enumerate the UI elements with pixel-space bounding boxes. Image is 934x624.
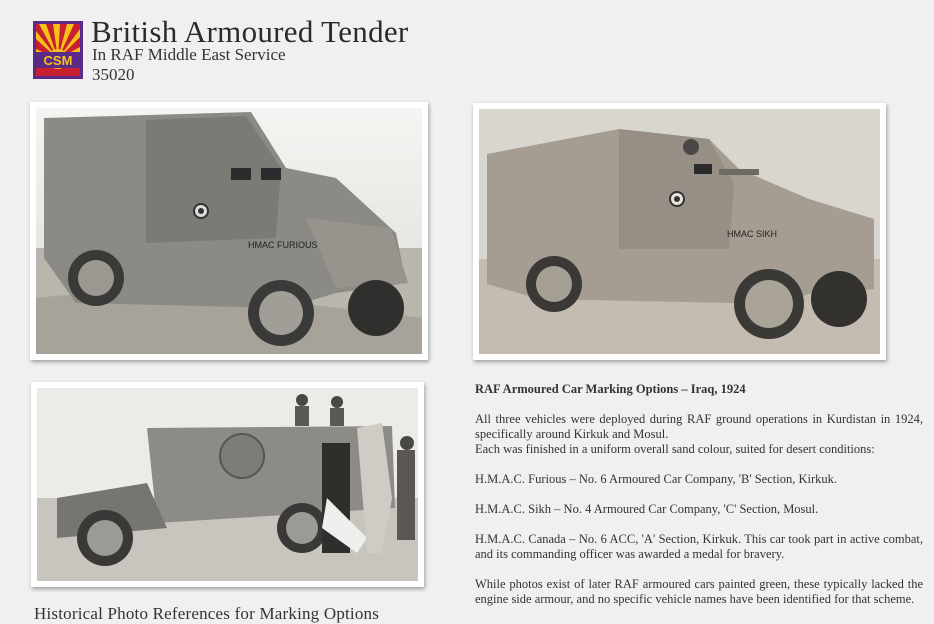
vehicle-name-sikh: HMAC SIKH: [727, 229, 778, 239]
armoured-car-photo-2: [479, 109, 880, 354]
page-subtitle: In RAF Middle East Service: [92, 45, 286, 64]
product-code: 35020: [92, 65, 135, 84]
photo-hmac-canada: [31, 382, 424, 587]
vehicle-name-furious: HMAC FURIOUS: [248, 240, 318, 250]
notes-green-scheme: While photos exist of later RAF armoured cars painted green, these typically lacked the engine side armour, and no specific vehicle names have been identified for that scheme.: [475, 577, 923, 606]
marking-options-notes: [475, 382, 923, 622]
photo-hmac-furious: [30, 102, 428, 360]
page-title: British Armoured Tender: [91, 14, 409, 49]
csm-logo: [31, 19, 85, 81]
photo-hmac-sikh: [473, 103, 886, 360]
marking-option-canada: H.M.A.C. Canada – No. 6 ACC, 'A' Section, Kirkuk. This car took part in active combat, and its commanding officer was awarded a medal for bravery.: [475, 532, 923, 561]
marking-option-sikh: H.M.A.C. Sikh – No. 4 Armoured Car Company, 'C' Section, Mosul.: [475, 502, 819, 516]
marking-option-furious: H.M.A.C. Furious – No. 6 Armoured Car Company, 'B' Section, Kirkuk.: [475, 472, 838, 486]
photo-references-caption: Historical Photo References for Marking Options: [34, 604, 380, 623]
notes-heading: RAF Armoured Car Marking Options – Iraq, 1924: [475, 382, 746, 396]
armoured-car-photo-3: [37, 388, 418, 581]
armoured-car-photo-1: [36, 108, 422, 354]
notes-intro-1: All three vehicles were deployed during RAF ground operations in Kurdistan in 1924, specifically around Kirkuk and Mosul.: [475, 412, 923, 441]
notes-intro-2: Each was finished in a uniform overall sand colour, suited for desert conditions:: [475, 442, 875, 456]
logo-text: CSM: [43, 53, 73, 68]
